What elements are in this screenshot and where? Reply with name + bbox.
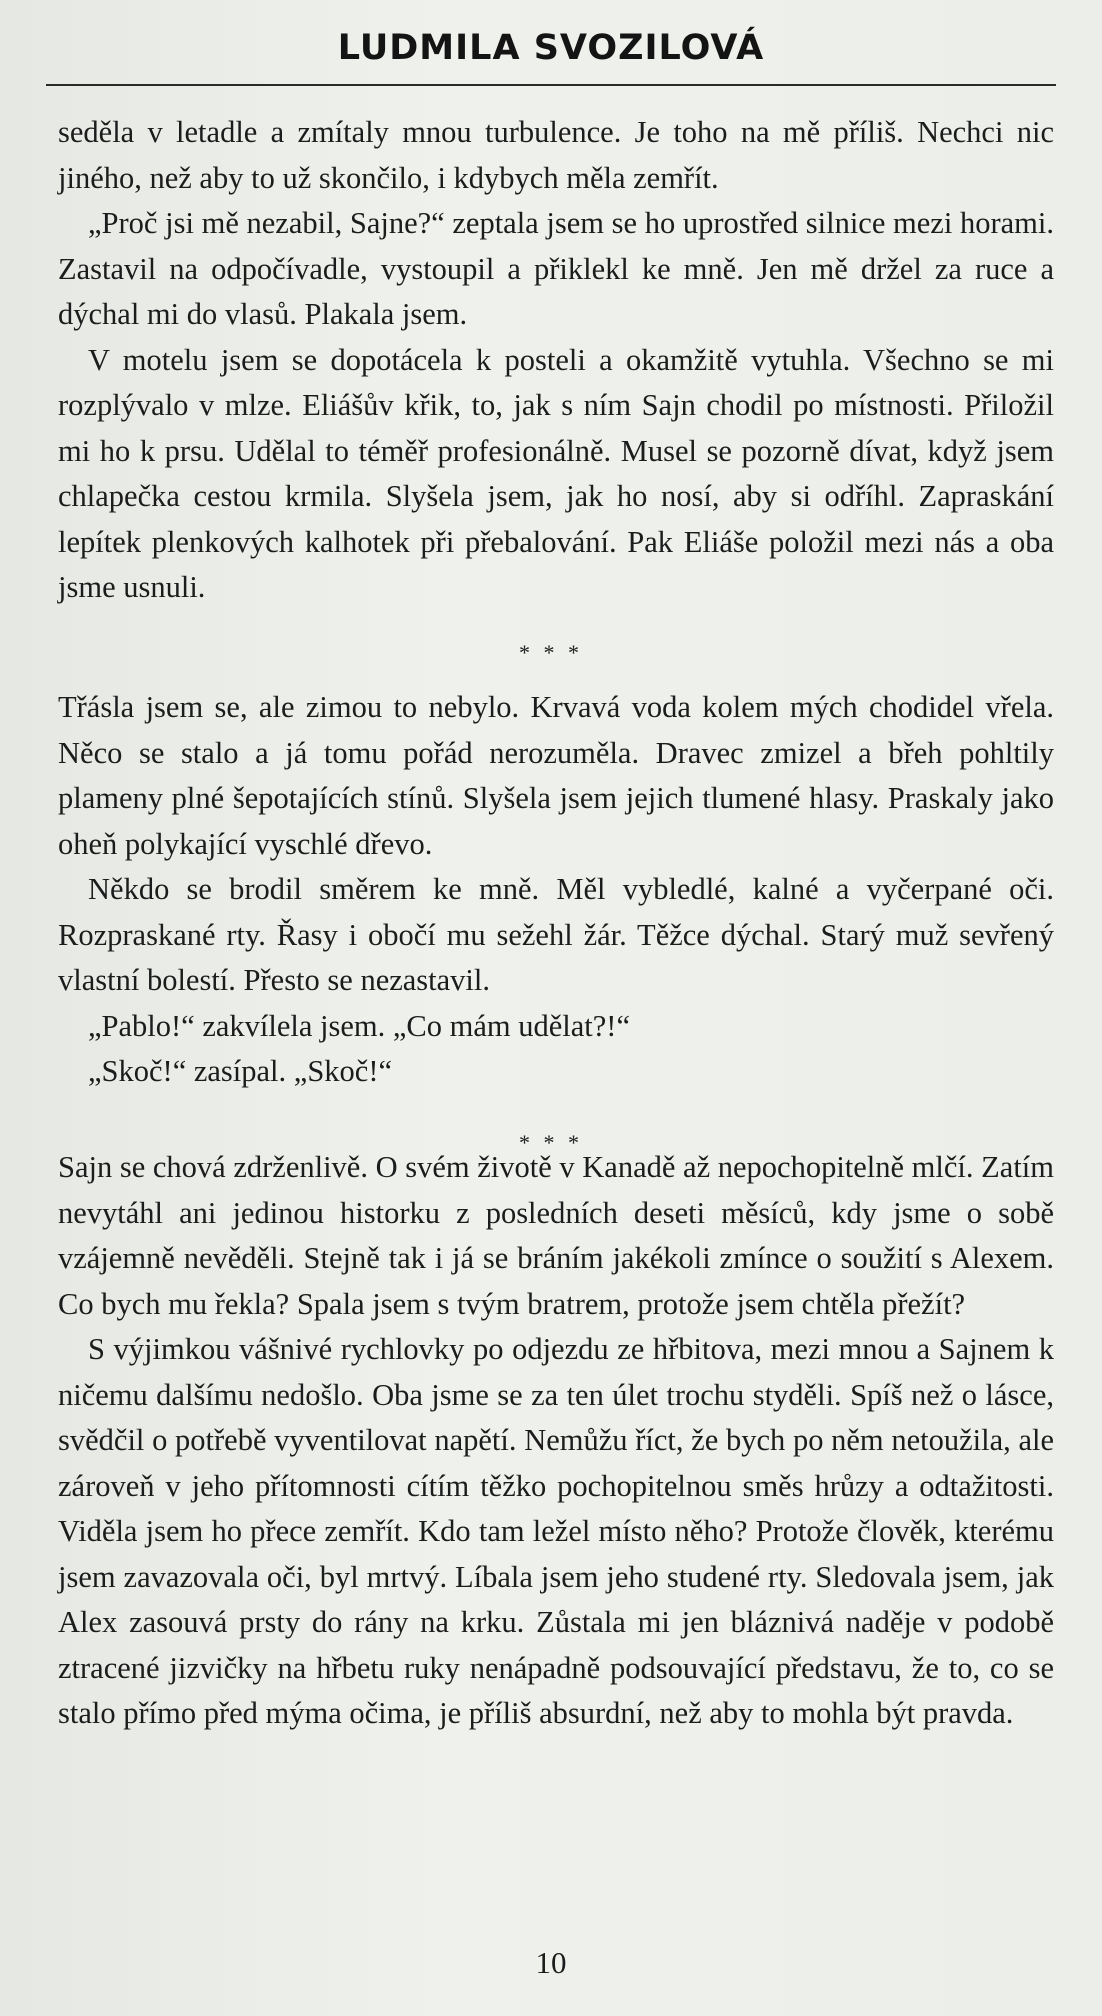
paragraph: „Pablo!“ zakvílela jsem. „Co mám udělat?!“ (88, 1008, 631, 1043)
running-head: LUDMILA SVOZILOVÁ (337, 28, 765, 68)
text-section-1 (58, 110, 1054, 611)
section-separator: * * * (519, 640, 583, 665)
paragraph: V motelu jsem se dopotácela k posteli a okamžitě vytuhla. Všechno se mi rozplývalo v mlze. Eliášův křik, to, jak s ním Sajn chodil po místnosti. Přiložil mi ho k prsu. Udělal to téměř profesionálně. Musel se pozorně dívat, když jsem chlapečka cestou krmila. Slyšela jsem, jak ho nosí, aby si odříhl. Zapraskání lepítek plenkových kalhotek při přebalování. Pak Eliáše položil mezi nás a oba jsme usnuli. (58, 342, 1054, 604)
text-section-2 (58, 685, 1054, 1095)
paragraph: seděla v letadle a zmítaly mnou turbulence. Je toho na mě příliš. Nechci nic jiného, než aby to už skončilo, i kdybych měla zemřít. (58, 115, 1054, 195)
paragraph: Třásla jsem se, ale zimou to nebylo. Krvavá voda kolem mých chodidel vřela. Něco se stalo a já tomu pořád nerozuměla. Dravec zmizel a břeh pohltily plameny plné šepotajících stínů. Slyšela jsem jejich tlumené hlasy. Praskaly jako oheň polykající vyschlé dřevo. (58, 690, 1054, 861)
page-number: 10 (535, 1945, 567, 1980)
paragraph: Sajn se chová zdrženlivě. O svém životě v Kanadě až nepochopitelně mlčí. Zatím nevytáhl ani jedinou historku z posledních deseti měsíců, kdy jsme o sobě vzájemně nevěděli. Stejně tak i já se bráním jakékoli zmínce o soužití s Alexem. Co bych mu řekla? Spala jsem s tvým bratrem, protože jsem chtěla přežít? (58, 1150, 1054, 1321)
paragraph: „Proč jsi mě nezabil, Sajne?“ zeptala jsem se ho uprostřed silnice mezi horami. Zastavil na odpočívadle, vystoupil a přiklekl ke mně. Jen mě držel za ruce a dýchal mi do vlasů. Plakala jsem. (58, 206, 1054, 331)
paragraph: S výjimkou vášnivé rychlovky po odjezdu ze hřbitova, mezi mnou a Sajnem k ničemu dalšímu nedošlo. Oba jsme se za ten úlet trochu styděli. Spíš než o lásce, svědčil o potřebě vyventilovat napětí. Nemůžu říct, že bych po něm netoužila, ale zároveň v jeho přítomnosti cítím těžko pochopitelnou směs hrůzy a odtažitosti. Viděla jsem ho přece zemřít. Kdo tam ležel místo něho? Protože člověk, kterému jsem zavazovala oči, byl mrtvý. Líbala jsem jeho studené rty. Sledovala jsem, jak Alex zasouvá prsty do rány na krku. Zůstala mi jen bláznivá naděje v podobě ztracené jizvičky na hřbetu ruky nenápadně podsouvající představu, že to, co se stalo přímo před mýma očima, je příliš absurdní, než aby to mohla být pravda. (58, 1332, 1054, 1730)
section-separator: * * * (519, 1130, 583, 1155)
paragraph: Někdo se brodil směrem ke mně. Měl vybledlé, kalné a vyčerpané oči. Rozpraskané rty. Řasy i obočí mu sežehl žár. Těžce dýchal. Starý muž sevřený vlastní bolestí. Přesto se nezastavil. (58, 872, 1054, 997)
paragraph: „Skoč!“ zasípal. „Skoč!“ (88, 1054, 393, 1088)
text-section-3 (58, 1145, 1054, 1737)
header-rule (46, 84, 1056, 86)
